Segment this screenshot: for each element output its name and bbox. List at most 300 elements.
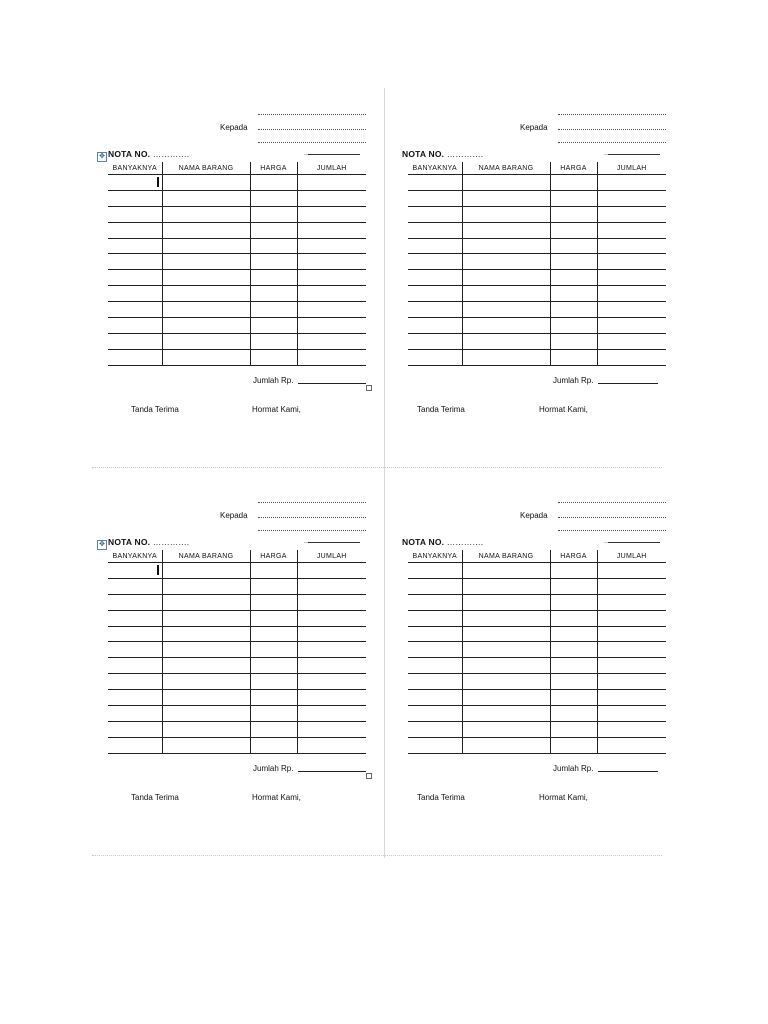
table-cell[interactable] xyxy=(462,302,550,318)
items-table xyxy=(108,162,366,366)
table-cell[interactable] xyxy=(250,349,297,365)
table-cell[interactable] xyxy=(162,190,250,206)
column-header: BANYAKNYA xyxy=(112,552,157,560)
table-cell[interactable] xyxy=(462,594,550,610)
table-cell[interactable] xyxy=(550,674,597,690)
table-row xyxy=(408,175,666,191)
table-cell[interactable] xyxy=(462,333,550,349)
table-row xyxy=(408,626,666,642)
table-cell[interactable] xyxy=(597,206,666,222)
table-cell[interactable] xyxy=(408,349,462,365)
table-row xyxy=(408,594,666,610)
table-cell[interactable] xyxy=(250,206,297,222)
table-row xyxy=(108,175,366,191)
column-header: NAMA BARANG xyxy=(162,550,250,563)
table-cell[interactable] xyxy=(162,642,250,658)
table-cell[interactable] xyxy=(597,578,666,594)
kepada-line[interactable] xyxy=(258,530,366,531)
table-cell[interactable] xyxy=(462,206,550,222)
tanda-terima-label: Tanda Terima xyxy=(131,405,179,414)
kepada-line[interactable] xyxy=(558,142,666,143)
table-cell[interactable] xyxy=(162,594,250,610)
table-row xyxy=(108,642,366,658)
nota-number-label xyxy=(402,149,483,159)
table-cell[interactable] xyxy=(297,175,366,191)
table-cell[interactable] xyxy=(408,721,462,737)
table-cell[interactable] xyxy=(250,318,297,334)
table-row xyxy=(408,333,666,349)
table-cell[interactable] xyxy=(408,737,462,753)
table-cell[interactable] xyxy=(550,737,597,753)
table-cell[interactable] xyxy=(297,674,366,690)
column-header: JUMLAH xyxy=(597,550,666,563)
column-header: HARGA xyxy=(550,162,597,175)
table-cell[interactable] xyxy=(108,721,162,737)
kepada-line[interactable] xyxy=(558,502,666,503)
table-row xyxy=(108,286,366,302)
table-cell[interactable] xyxy=(250,642,297,658)
nota-form xyxy=(395,493,663,802)
tanda-terima-label: Tanda Terima xyxy=(131,793,179,802)
table-cell[interactable] xyxy=(162,270,250,286)
table-cell[interactable] xyxy=(462,318,550,334)
table-cell[interactable] xyxy=(408,706,462,722)
table-row xyxy=(408,349,666,365)
table-row xyxy=(108,626,366,642)
table-cell[interactable] xyxy=(597,190,666,206)
table-cell[interactable] xyxy=(462,254,550,270)
table-cell[interactable] xyxy=(108,594,162,610)
table-cell[interactable] xyxy=(597,270,666,286)
table-cell[interactable] xyxy=(550,238,597,254)
table-cell[interactable] xyxy=(597,222,666,238)
table-cell[interactable] xyxy=(597,642,666,658)
kepada-line[interactable] xyxy=(258,142,366,143)
table-cell[interactable] xyxy=(108,286,162,302)
table-header-row xyxy=(108,550,366,563)
table-cell[interactable] xyxy=(297,626,366,642)
table-cell[interactable] xyxy=(108,302,162,318)
table-cell[interactable] xyxy=(597,610,666,626)
nota-right-dots: .. xyxy=(304,538,308,545)
table-cell[interactable] xyxy=(297,270,366,286)
nota-right-field[interactable] xyxy=(604,537,660,545)
nota-form xyxy=(95,493,363,802)
table-cell[interactable] xyxy=(597,349,666,365)
table-cell[interactable] xyxy=(462,286,550,302)
table-cell[interactable] xyxy=(408,642,462,658)
table-cell[interactable] xyxy=(408,658,462,674)
table-cell[interactable] xyxy=(550,349,597,365)
table-cell[interactable] xyxy=(250,626,297,642)
table-row xyxy=(108,333,366,349)
table-cell[interactable] xyxy=(550,333,597,349)
table-cell[interactable] xyxy=(297,642,366,658)
table-cell[interactable] xyxy=(297,658,366,674)
table-row xyxy=(408,674,666,690)
table-cell[interactable] xyxy=(108,737,162,753)
table-cell[interactable] xyxy=(597,594,666,610)
column-header: BANYAKNYA xyxy=(412,552,457,560)
table-cell[interactable] xyxy=(597,674,666,690)
table-cell[interactable] xyxy=(250,674,297,690)
table-cell[interactable] xyxy=(297,190,366,206)
table-row xyxy=(408,286,666,302)
table-cell[interactable] xyxy=(297,706,366,722)
table-cell[interactable] xyxy=(108,563,162,579)
table-row xyxy=(408,222,666,238)
table-cell[interactable] xyxy=(108,206,162,222)
kepada-line[interactable] xyxy=(258,129,366,130)
table-cell[interactable] xyxy=(162,238,250,254)
table-row xyxy=(108,721,366,737)
table-cell[interactable] xyxy=(250,690,297,706)
table-cell[interactable] xyxy=(297,238,366,254)
table-cell[interactable] xyxy=(408,270,462,286)
table-cell[interactable] xyxy=(462,270,550,286)
table-cell[interactable] xyxy=(462,690,550,706)
table-cell[interactable] xyxy=(408,318,462,334)
table-cell[interactable] xyxy=(108,175,162,191)
table-cell[interactable] xyxy=(550,254,597,270)
table-cell[interactable] xyxy=(162,674,250,690)
nota-label: NOTA NO. xyxy=(108,537,151,547)
table-cell[interactable] xyxy=(108,610,162,626)
table-cell[interactable] xyxy=(250,222,297,238)
table-cell[interactable] xyxy=(550,222,597,238)
table-cell[interactable] xyxy=(297,349,366,365)
table-row xyxy=(408,563,666,579)
table-cell[interactable] xyxy=(297,254,366,270)
table-cell[interactable] xyxy=(250,706,297,722)
table-cell[interactable] xyxy=(462,175,550,191)
table-row xyxy=(408,270,666,286)
table-cell[interactable] xyxy=(408,333,462,349)
table-cell[interactable] xyxy=(462,642,550,658)
move-icon[interactable]: ✥ xyxy=(97,152,107,162)
table-cell[interactable] xyxy=(250,563,297,579)
table-row xyxy=(108,238,366,254)
table-cell[interactable] xyxy=(462,578,550,594)
column-divider xyxy=(384,88,385,858)
nota-right-field[interactable] xyxy=(304,537,360,545)
table-header-row xyxy=(108,162,366,175)
kepada-label: Kepada xyxy=(520,511,548,520)
table-row xyxy=(108,563,366,579)
kepada-line[interactable] xyxy=(258,517,366,518)
table-cell[interactable] xyxy=(462,222,550,238)
table-row xyxy=(408,206,666,222)
table-cell[interactable] xyxy=(162,690,250,706)
table-cell[interactable] xyxy=(108,674,162,690)
table-row xyxy=(408,658,666,674)
nota-right-dots: .. xyxy=(304,150,308,157)
table-cell[interactable] xyxy=(597,238,666,254)
table-row xyxy=(108,190,366,206)
kepada-line[interactable] xyxy=(558,129,666,130)
table-cell[interactable] xyxy=(408,222,462,238)
table-cell[interactable] xyxy=(162,578,250,594)
nota-label: NOTA NO. xyxy=(402,537,445,547)
jumlah-label: Jumlah Rp. xyxy=(553,764,594,773)
table-cell[interactable] xyxy=(108,349,162,365)
nota-label: NOTA NO. xyxy=(108,149,151,159)
table-resize-handle[interactable] xyxy=(366,773,372,779)
table-cell[interactable] xyxy=(550,190,597,206)
table-cell[interactable] xyxy=(162,286,250,302)
table-row xyxy=(108,706,366,722)
hormat-kami-label: Hormat Kami, xyxy=(539,793,588,802)
nota-right-dots: .. xyxy=(604,150,608,157)
table-cell[interactable] xyxy=(408,286,462,302)
table-row xyxy=(108,658,366,674)
table-cell[interactable] xyxy=(462,721,550,737)
table-cell[interactable] xyxy=(297,737,366,753)
table-cell[interactable] xyxy=(408,238,462,254)
table-cell[interactable] xyxy=(250,578,297,594)
table-cell[interactable] xyxy=(550,270,597,286)
table-cell[interactable] xyxy=(597,706,666,722)
table-cell[interactable] xyxy=(462,737,550,753)
table-cell[interactable] xyxy=(550,721,597,737)
table-cell[interactable] xyxy=(162,626,250,642)
table-cell[interactable] xyxy=(408,190,462,206)
table-cell[interactable] xyxy=(408,690,462,706)
kepada-line[interactable] xyxy=(258,502,366,503)
row-divider xyxy=(92,467,662,468)
items-table xyxy=(408,162,666,366)
table-cell[interactable] xyxy=(108,578,162,594)
text-cursor xyxy=(157,177,159,187)
table-cell[interactable] xyxy=(297,563,366,579)
kepada-line[interactable] xyxy=(558,530,666,531)
table-cell[interactable] xyxy=(550,642,597,658)
nota-label: NOTA NO. xyxy=(402,149,445,159)
table-cell[interactable] xyxy=(250,302,297,318)
table-cell[interactable] xyxy=(408,626,462,642)
table-cell[interactable] xyxy=(297,286,366,302)
table-cell[interactable] xyxy=(550,706,597,722)
table-cell[interactable] xyxy=(162,610,250,626)
nota-right-dots: .. xyxy=(604,538,608,545)
tanda-terima-label: Tanda Terima xyxy=(417,793,465,802)
table-cell[interactable] xyxy=(550,286,597,302)
table-row xyxy=(108,610,366,626)
table-cell[interactable] xyxy=(550,175,597,191)
table-cell[interactable] xyxy=(162,206,250,222)
table-cell[interactable] xyxy=(597,318,666,334)
column-header: JUMLAH xyxy=(297,162,366,175)
table-cell[interactable] xyxy=(250,270,297,286)
table-cell[interactable] xyxy=(597,302,666,318)
table-cell[interactable] xyxy=(108,658,162,674)
kepada-line[interactable] xyxy=(558,517,666,518)
table-row xyxy=(108,302,366,318)
hormat-kami-label: Hormat Kami, xyxy=(539,405,588,414)
table-cell[interactable] xyxy=(597,658,666,674)
table-cell[interactable] xyxy=(297,206,366,222)
table-row xyxy=(108,674,366,690)
table-cell[interactable] xyxy=(250,610,297,626)
items-table xyxy=(108,550,366,754)
table-row xyxy=(108,222,366,238)
table-cell[interactable] xyxy=(297,578,366,594)
jumlah-label: Jumlah Rp. xyxy=(253,764,294,773)
table-cell[interactable] xyxy=(550,626,597,642)
table-cell[interactable] xyxy=(597,721,666,737)
table-cell[interactable] xyxy=(108,254,162,270)
table-cell[interactable] xyxy=(408,594,462,610)
table-cell[interactable] xyxy=(462,349,550,365)
table-cell[interactable] xyxy=(297,318,366,334)
table-header-row xyxy=(408,550,666,563)
table-cell[interactable] xyxy=(408,610,462,626)
table-cell[interactable] xyxy=(462,706,550,722)
table-cell[interactable] xyxy=(250,658,297,674)
table-cell[interactable] xyxy=(108,190,162,206)
table-cell[interactable] xyxy=(250,721,297,737)
table-cell[interactable] xyxy=(108,706,162,722)
table-cell[interactable] xyxy=(462,190,550,206)
column-header: HARGA xyxy=(250,550,297,563)
kepada-label: Kepada xyxy=(220,123,248,132)
table-row xyxy=(108,206,366,222)
table-cell[interactable] xyxy=(297,721,366,737)
table-row xyxy=(108,349,366,365)
bottom-divider xyxy=(92,855,662,856)
table-cell[interactable] xyxy=(408,578,462,594)
table-cell[interactable] xyxy=(162,721,250,737)
table-cell[interactable] xyxy=(162,706,250,722)
table-cell[interactable] xyxy=(462,626,550,642)
table-cell[interactable] xyxy=(550,594,597,610)
table-cell[interactable] xyxy=(108,270,162,286)
table-row xyxy=(108,254,366,270)
column-header: NAMA BARANG xyxy=(462,162,550,175)
table-cell[interactable] xyxy=(162,302,250,318)
table-cell[interactable] xyxy=(162,175,250,191)
jumlah-field[interactable] xyxy=(298,383,366,384)
table-cell[interactable] xyxy=(408,674,462,690)
table-cell[interactable] xyxy=(408,254,462,270)
table-cell[interactable] xyxy=(108,222,162,238)
table-cell[interactable] xyxy=(550,610,597,626)
table-cell[interactable] xyxy=(162,318,250,334)
nota-number-field[interactable]: …………. xyxy=(152,537,190,547)
table-row xyxy=(408,737,666,753)
table-cell[interactable] xyxy=(162,563,250,579)
jumlah-field[interactable] xyxy=(298,771,366,772)
table-cell[interactable] xyxy=(408,175,462,191)
column-header: NAMA BARANG xyxy=(462,550,550,563)
table-row xyxy=(408,706,666,722)
column-header: HARGA xyxy=(550,550,597,563)
table-cell[interactable] xyxy=(408,302,462,318)
table-cell[interactable] xyxy=(597,286,666,302)
jumlah-field[interactable] xyxy=(598,771,658,772)
nota-number-field[interactable]: …………. xyxy=(446,537,484,547)
nota-right-field[interactable] xyxy=(604,149,660,157)
table-cell[interactable] xyxy=(250,238,297,254)
table-cell[interactable] xyxy=(597,254,666,270)
table-cell[interactable] xyxy=(297,690,366,706)
table-row xyxy=(408,254,666,270)
column-header: JUMLAH xyxy=(597,162,666,175)
table-cell[interactable] xyxy=(597,563,666,579)
nota-number-field[interactable]: …………. xyxy=(152,149,190,159)
table-cell[interactable] xyxy=(250,333,297,349)
table-row xyxy=(408,610,666,626)
nota-number-label xyxy=(108,537,189,547)
table-cell[interactable] xyxy=(297,594,366,610)
table-cell[interactable] xyxy=(297,302,366,318)
table-cell[interactable] xyxy=(462,238,550,254)
table-cell[interactable] xyxy=(250,286,297,302)
table-cell[interactable] xyxy=(550,690,597,706)
table-cell[interactable] xyxy=(462,610,550,626)
table-cell[interactable] xyxy=(250,190,297,206)
table-row xyxy=(108,270,366,286)
table-cell[interactable] xyxy=(408,206,462,222)
table-cell[interactable] xyxy=(250,737,297,753)
table-cell[interactable] xyxy=(250,175,297,191)
table-cell[interactable] xyxy=(108,318,162,334)
nota-number-field[interactable]: …………. xyxy=(446,149,484,159)
table-cell[interactable] xyxy=(597,626,666,642)
nota-right-field[interactable] xyxy=(304,149,360,157)
kepada-line[interactable] xyxy=(258,114,366,115)
table-cell[interactable] xyxy=(297,222,366,238)
table-cell[interactable] xyxy=(162,254,250,270)
jumlah-field[interactable] xyxy=(598,383,658,384)
table-cell[interactable] xyxy=(108,690,162,706)
table-resize-handle[interactable] xyxy=(366,385,372,391)
table-cell[interactable] xyxy=(550,578,597,594)
table-cell[interactable] xyxy=(162,333,250,349)
table-cell[interactable] xyxy=(162,658,250,674)
table-row xyxy=(108,690,366,706)
table-cell[interactable] xyxy=(162,737,250,753)
table-cell[interactable] xyxy=(597,737,666,753)
table-cell[interactable] xyxy=(550,563,597,579)
table-cell[interactable] xyxy=(108,238,162,254)
table-cell[interactable] xyxy=(550,318,597,334)
table-cell[interactable] xyxy=(597,175,666,191)
table-cell[interactable] xyxy=(297,333,366,349)
move-icon[interactable]: ✥ xyxy=(97,540,107,550)
jumlah-label: Jumlah Rp. xyxy=(553,376,594,385)
kepada-line[interactable] xyxy=(558,114,666,115)
table-cell[interactable] xyxy=(550,302,597,318)
table-cell[interactable] xyxy=(597,690,666,706)
table-cell[interactable] xyxy=(108,626,162,642)
table-cell[interactable] xyxy=(250,254,297,270)
table-cell[interactable] xyxy=(108,642,162,658)
table-cell[interactable] xyxy=(162,222,250,238)
table-cell[interactable] xyxy=(250,594,297,610)
table-cell[interactable] xyxy=(462,658,550,674)
table-row xyxy=(408,721,666,737)
table-cell[interactable] xyxy=(408,563,462,579)
table-cell[interactable] xyxy=(462,563,550,579)
table-cell[interactable] xyxy=(297,610,366,626)
table-cell[interactable] xyxy=(550,658,597,674)
table-cell[interactable] xyxy=(597,333,666,349)
table-cell[interactable] xyxy=(462,674,550,690)
table-cell[interactable] xyxy=(162,349,250,365)
table-cell[interactable] xyxy=(108,333,162,349)
table-cell[interactable] xyxy=(550,206,597,222)
